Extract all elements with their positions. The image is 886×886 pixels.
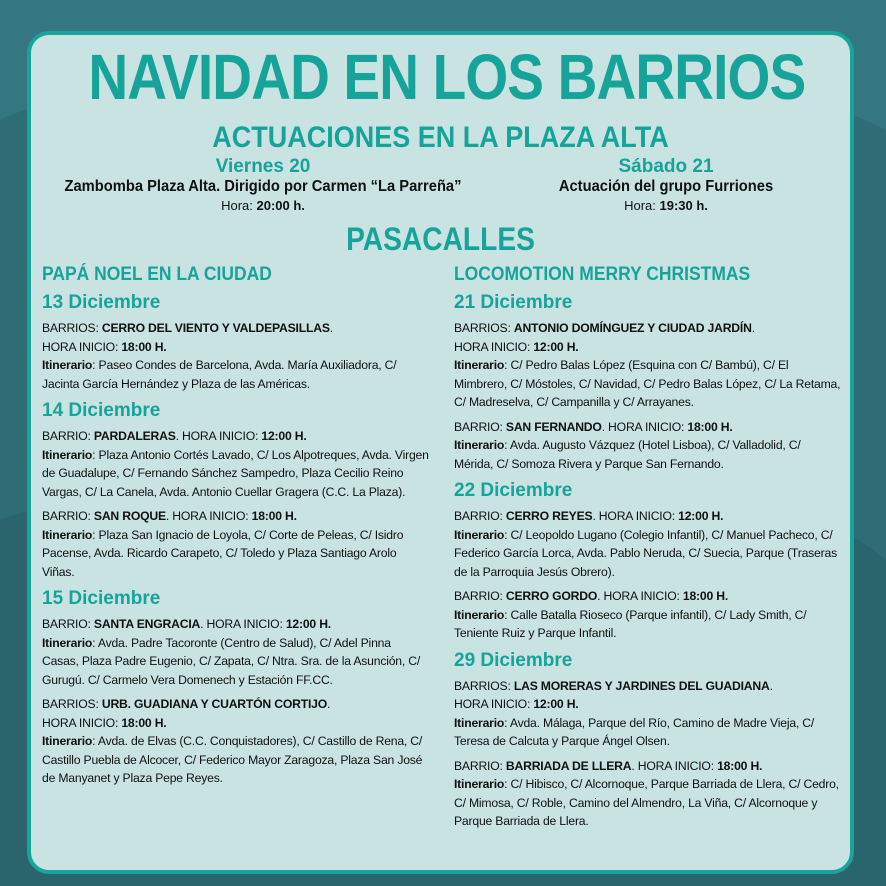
page-subtitle: ACTUACIONES EN LA PLAZA ALTA (212, 121, 669, 154)
route-entry: BARRIO: SANTA ENGRACIA. HORA INICIO: 12:00 H. Itinerario: Avda. Padre Tacoronte (Centro de Salud), C/ Adel Pinna Casas, Plaza Padre Eugenio, C/ Zapata, C/ Ntra. Sra. de la Asunción, C/ Gurugú. C/ Carmelo Vera Domenech y Estación FF.CC. (42, 617, 421, 687)
pasacalles-heading: PASACALLES (346, 221, 535, 257)
date-heading: 29 Diciembre (454, 649, 573, 671)
date-heading: 14 Diciembre (42, 400, 161, 421)
column-papa-noel (42, 263, 430, 794)
actuacion-viernes (43, 157, 483, 215)
date-heading: 22 Diciembre (454, 480, 573, 501)
actuacion-time: Hora: 19:30 h. (624, 198, 708, 213)
actuacion-description: Zambomba Plaza Alta. Dirigido por Carmen “La Parreña” (64, 178, 462, 195)
actuacion-sabado (501, 157, 831, 215)
route-entry: BARRIOS: URB. GUADIANA Y CUARTÓN CORTIJO. HORA INICIO: 18:00 H. Itinerario: Avda. de Elvas (C.C. Conquistadores), C/ Castillo de Rena, C/ Castillo Puebla de Alcocer, C/ Federico Mayor Zaragoza, Plaza San José de Manyanet y Plaza Pepe Reyes. (42, 697, 423, 785)
date-heading: 21 Diciembre (454, 292, 573, 313)
actuacion-time: Hora: 20:00 h. (221, 198, 305, 213)
route-entry: BARRIO: SAN ROQUE. HORA INICIO: 18:00 H. Itinerario: Plaza San Ignacio de Loyola, C/ Corte de Peleas, C/ Isidro Pacense, Avda. Ricardo Carapeto, C/ Toledo y Plaza Santiago Arolo Viñas. (42, 509, 404, 579)
route-entry: BARRIO: BARRIADA DE LLERA. HORA INICIO: 18:00 H. Itinerario: C/ Hibisco, C/ Alcornoque, Parque Barriada de Llera, C/ Cedro, C/ Mimosa, C/ Roble, Camino del Almendro, La Viña, C/ Alcornoque y Parque Barriada de Llera. (454, 758, 839, 828)
route-entry: BARRIOS: ANTONIO DOMÍNGUEZ Y CIUDAD JARDÍN. HORA INICIO: 12:00 H. Itinerario: C/ Pedro Balas López (Esquina con C/ Bambú), C/ El Mimbrero, C/ Móstoles, C/ Navidad, C/ Pedro Balas López, C/ La Retama, C/ Madreselva, C/ Campanilla y C/ Arrayanes. (454, 321, 841, 409)
route-entry: BARRIOS: CERRO DEL VIENTO Y VALDEPASILLAS. HORA INICIO: 18:00 H. Itinerario: Paseo Condes de Barcelona, Avda. María Auxiliadora, C/ Jacinta García Hernández y Plaza de las Américas. (42, 321, 397, 391)
page-title: NAVIDAD EN LOS BARRIOS (88, 41, 806, 113)
route-entry: BARRIOS: LAS MORERAS Y JARDINES DEL GUADIANA. HORA INICIO: 12:00 H. Itinerario: Avda. Málaga, Parque del Río, Camino de Madre Vieja, C/ Teresa de Calcuta y Parque Ángel Olsen. (454, 678, 815, 748)
date-heading: 15 Diciembre (42, 588, 161, 609)
route-entry: BARRIO: CERRO GORDO. HORA INICIO: 18:00 H. Itinerario: Calle Batalla Rioseco (Parque infantil), C/ Lady Smith, C/ Teniente Ruiz y Parque Infantil. (454, 589, 807, 640)
route-entry: BARRIO: CERRO REYES. HORA INICIO: 12:00 H. Itinerario: C/ Leopoldo Lugano (Colegio Infantil), C/ Manuel Pacheco, C/ Federico García Lorca, Avda. Pablo Neruda, C/ Suecia, Parque (Traseras de la Parroquia Jesús Obrero). (454, 509, 837, 579)
route-entry: BARRIO: SAN FERNANDO. HORA INICIO: 18:00 H. Itinerario: Avda. Augusto Vázquez (Hotel Lisboa), C/ Valladolid, C/ Mérida, C/ Somoza Rivera y Parque San Fernando. (454, 419, 801, 471)
column-locomotion (454, 263, 842, 837)
route-entry: BARRIO: PARDALERAS. HORA INICIO: 12:00 H. Itinerario: Plaza Antonio Cortés Lavado, C/ Los Alpotreques, Avda. Virgen de Guadalupe, C/ Fernando Sánchez Sampedro, Plaza Cecilio Reino Vargas, C/ La Canela, Avda. Antonio Cuellar Gragera (C.C. La Plaza). (42, 429, 429, 499)
content-panel (27, 31, 854, 874)
date-heading: 13 Diciembre (42, 292, 161, 313)
actuacion-day: Viernes 20 (215, 156, 311, 177)
section-title: PAPÁ NOEL EN LA CIUDAD (42, 264, 272, 285)
section-title: LOCOMOTION MERRY CHRISTMAS (454, 264, 751, 285)
actuacion-day: Sábado 21 (618, 156, 714, 177)
actuacion-description: Actuación del grupo Furriones (558, 178, 774, 195)
